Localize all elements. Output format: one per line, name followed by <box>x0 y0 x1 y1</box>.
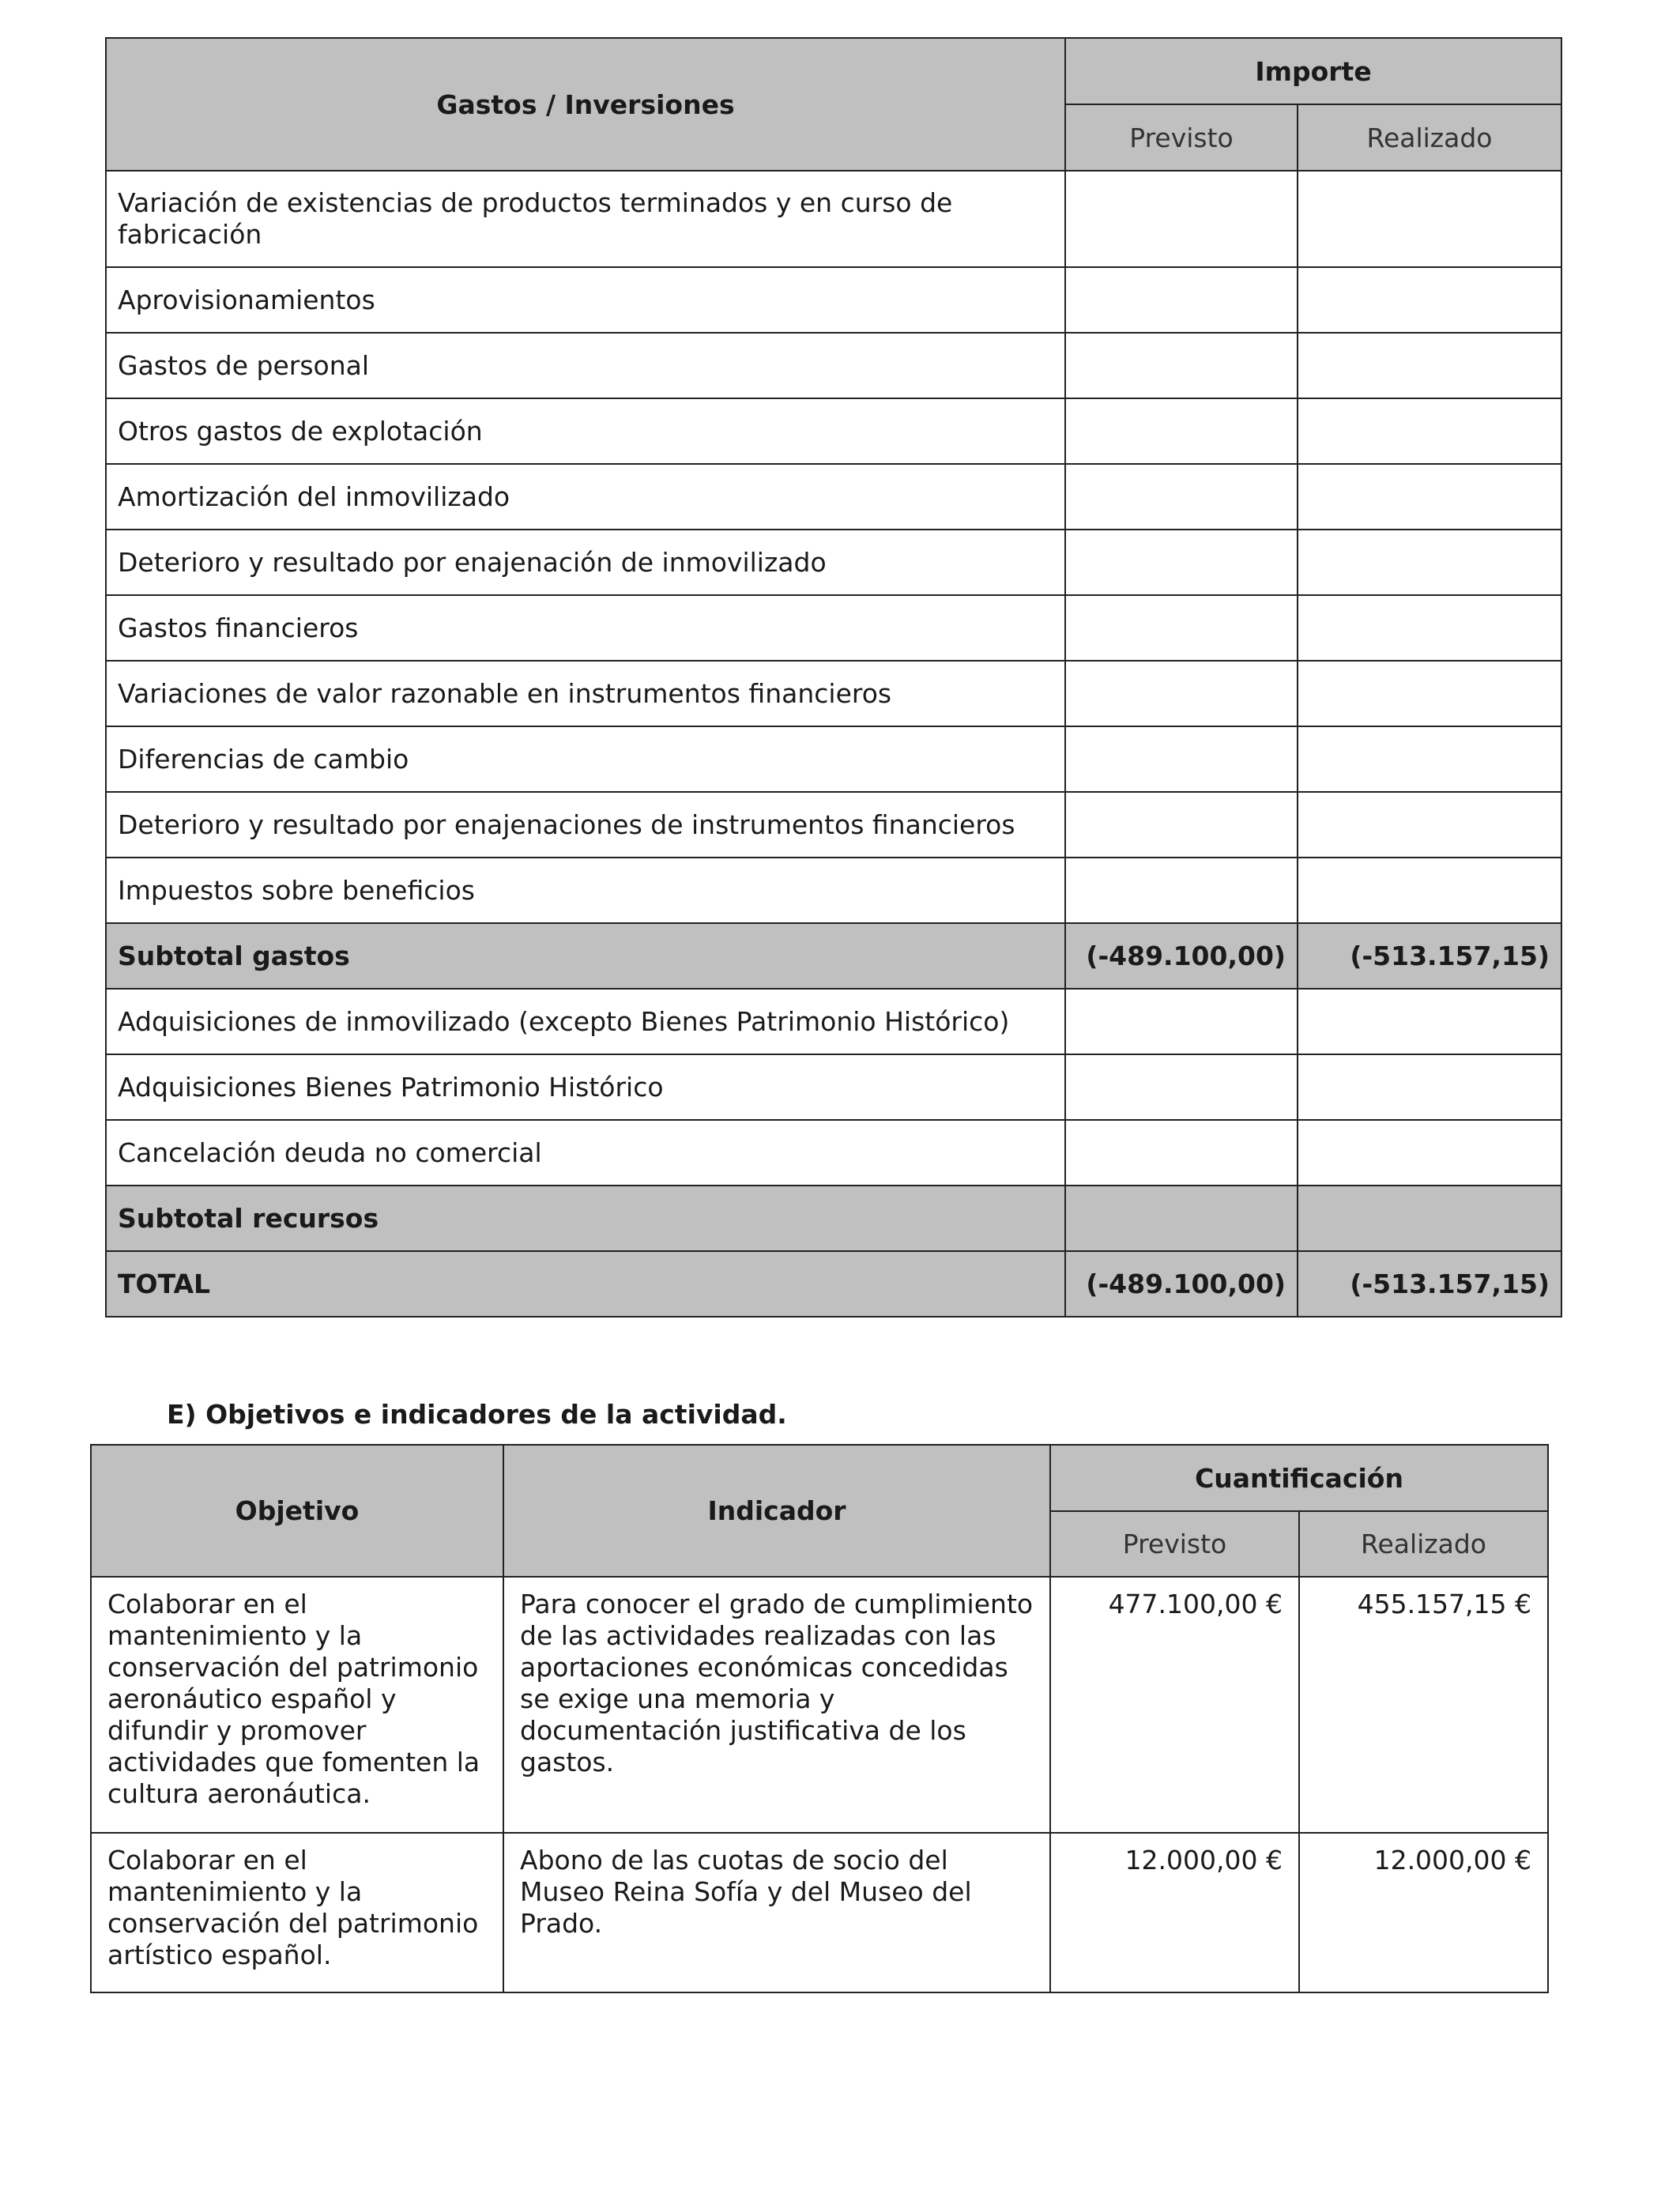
planned-cell: 12.000,00 € <box>1050 1833 1299 1992</box>
table-row <box>106 333 1561 398</box>
header-indicador: Indicador <box>503 1445 1050 1577</box>
row-actual: (-513.157,15) <box>1298 1251 1561 1317</box>
row-actual <box>1298 595 1561 661</box>
table-row <box>106 989 1561 1054</box>
row-label: Subtotal gastos <box>106 923 1065 989</box>
table-row <box>91 1577 1548 1833</box>
header-gastos-inversiones: Gastos / Inversiones <box>106 38 1065 171</box>
row-planned: (-489.100,00) <box>1065 923 1298 989</box>
actual-cell: 12.000,00 € <box>1299 1833 1548 1992</box>
table-row <box>91 1833 1548 1992</box>
planned-cell: 477.100,00 € <box>1050 1577 1299 1833</box>
row-label: Amortización del inmovilizado <box>106 464 1065 530</box>
row-planned <box>1065 595 1298 661</box>
header-cuantificacion: Cuantificación <box>1050 1445 1548 1511</box>
row-planned <box>1065 726 1298 792</box>
row-planned <box>1065 989 1298 1054</box>
row-label: TOTAL <box>106 1251 1065 1317</box>
row-actual <box>1298 1120 1561 1186</box>
table-row <box>106 267 1561 333</box>
objective-cell: Colaborar en el mantenimiento y la conservación del patrimonio aeronáutico español y difundir y promover actividades que fomenten la cultura aeronáutica. <box>91 1577 503 1833</box>
row-planned <box>1065 858 1298 923</box>
row-label: Gastos financieros <box>106 595 1065 661</box>
row-label: Adquisiciones Bienes Patrimonio Histórico <box>106 1054 1065 1120</box>
row-planned <box>1065 464 1298 530</box>
row-planned <box>1065 333 1298 398</box>
row-label: Cancelación deuda no comercial <box>106 1120 1065 1186</box>
row-planned: (-489.100,00) <box>1065 1251 1298 1317</box>
row-label: Gastos de personal <box>106 333 1065 398</box>
indicator-cell: Para conocer el grado de cumplimiento de las actividades realizadas con las aportaciones económicas concedidas se exige una memoria y documentación justificativa de los gastos. <box>503 1577 1050 1833</box>
table-row <box>106 464 1561 530</box>
row-planned <box>1065 398 1298 464</box>
row-planned <box>1065 530 1298 595</box>
subtotal-recursos-row <box>106 1186 1561 1251</box>
header-previsto: Previsto <box>1050 1511 1299 1577</box>
row-label: Otros gastos de explotación <box>106 398 1065 464</box>
row-label: Deterioro y resultado por enajenación de inmovilizado <box>106 530 1065 595</box>
row-actual <box>1298 858 1561 923</box>
row-actual <box>1298 1186 1561 1251</box>
row-actual <box>1298 398 1561 464</box>
row-actual <box>1298 267 1561 333</box>
row-planned <box>1065 171 1298 267</box>
table-row <box>106 792 1561 858</box>
row-actual <box>1298 792 1561 858</box>
row-actual <box>1298 726 1561 792</box>
row-actual <box>1298 661 1561 726</box>
row-label: Subtotal recursos <box>106 1186 1065 1251</box>
row-actual <box>1298 989 1561 1054</box>
row-label: Adquisiciones de inmovilizado (excepto Bienes Patrimonio Histórico) <box>106 989 1065 1054</box>
table-row <box>106 171 1561 267</box>
objective-cell: Colaborar en el mantenimiento y la conservación del patrimonio artístico español. <box>91 1833 503 1992</box>
row-actual <box>1298 333 1561 398</box>
table-row <box>106 1120 1561 1186</box>
table-header-row <box>91 1445 1548 1511</box>
objetivos-indicadores-table <box>90 1444 1549 1993</box>
header-previsto: Previsto <box>1065 104 1298 171</box>
header-objetivo: Objetivo <box>91 1445 503 1577</box>
table-row <box>106 595 1561 661</box>
row-label: Impuestos sobre beneficios <box>106 858 1065 923</box>
table-row <box>106 398 1561 464</box>
table-row <box>106 1054 1561 1120</box>
table-row <box>106 661 1561 726</box>
row-actual <box>1298 464 1561 530</box>
row-label: Variaciones de valor razonable en instrumentos financieros <box>106 661 1065 726</box>
row-planned <box>1065 1120 1298 1186</box>
table-row <box>106 530 1561 595</box>
table-row <box>106 858 1561 923</box>
row-planned <box>1065 661 1298 726</box>
header-realizado: Realizado <box>1299 1511 1548 1577</box>
section-title: E) Objetivos e indicadores de la actividad. <box>167 1399 787 1430</box>
row-planned <box>1065 267 1298 333</box>
row-planned <box>1065 792 1298 858</box>
header-importe: Importe <box>1065 38 1561 104</box>
actual-cell: 455.157,15 € <box>1299 1577 1548 1833</box>
row-actual <box>1298 1054 1561 1120</box>
row-actual: (-513.157,15) <box>1298 923 1561 989</box>
row-planned <box>1065 1054 1298 1120</box>
gastos-inversiones-table <box>105 37 1562 1318</box>
row-label: Aprovisionamientos <box>106 267 1065 333</box>
subtotal-gastos-row <box>106 923 1561 989</box>
table-header-row <box>106 38 1561 104</box>
row-planned <box>1065 1186 1298 1251</box>
row-label: Variación de existencias de productos terminados y en curso de fabricación <box>106 171 1065 267</box>
row-actual <box>1298 171 1561 267</box>
row-actual <box>1298 530 1561 595</box>
table-row <box>106 726 1561 792</box>
total-row <box>106 1251 1561 1317</box>
indicator-cell: Abono de las cuotas de socio del Museo Reina Sofía y del Museo del Prado. <box>503 1833 1050 1992</box>
header-realizado: Realizado <box>1298 104 1561 171</box>
row-label: Deterioro y resultado por enajenaciones de instrumentos financieros <box>106 792 1065 858</box>
row-label: Diferencias de cambio <box>106 726 1065 792</box>
